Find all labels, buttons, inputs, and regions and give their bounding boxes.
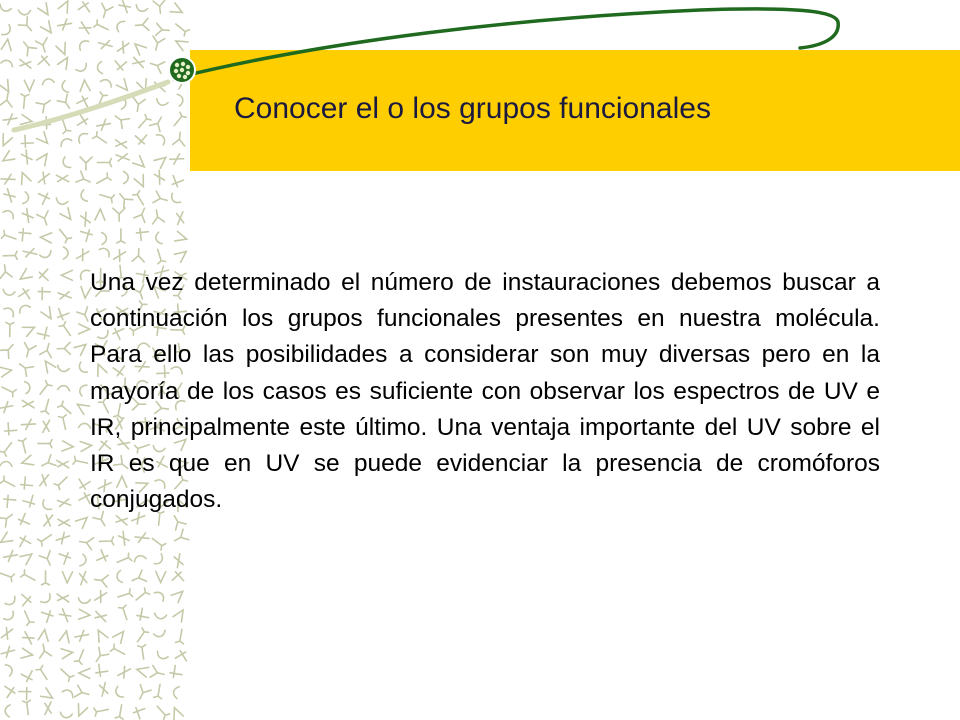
pattern-glyph (79, 536, 94, 550)
pattern-glyph (54, 456, 71, 472)
pattern-glyph (21, 570, 37, 584)
pattern-glyph (39, 608, 54, 623)
pattern-glyph (0, 476, 16, 490)
pattern-glyph (154, 684, 164, 699)
pattern-glyph (40, 512, 57, 529)
pattern-glyph (4, 422, 17, 435)
pattern-glyph (38, 418, 54, 435)
pattern-glyph (76, 570, 90, 587)
pattern-glyph (150, 209, 164, 224)
pattern-glyph (132, 248, 145, 262)
pattern-glyph (36, 666, 50, 682)
pattern-glyph (75, 685, 91, 700)
swoosh-line (175, 9, 838, 78)
pattern-glyph (21, 609, 34, 625)
pattern-glyph (133, 554, 146, 562)
pattern-glyph (0, 461, 12, 466)
pattern-glyph (154, 232, 162, 245)
pattern-glyph (37, 211, 53, 227)
pattern-glyph (0, 683, 17, 700)
pattern-glyph (21, 419, 36, 430)
pattern-glyph (25, 381, 31, 394)
swoosh-tail (14, 82, 168, 130)
pattern-glyph (60, 208, 75, 223)
pattern-glyph (58, 607, 73, 624)
pattern-glyph (0, 264, 12, 278)
pattern-glyph (171, 588, 186, 603)
pattern-glyph (78, 598, 91, 604)
body-paragraph: Una vez determinado el número de instauraciones debemos buscar a continuación los grupos funcionales presentes en nuestra molécula. Para ello las posibilidades a considerar son muy diversas pero en la mayoría de los casos es suficiente con observar los espectros de UV e IR, principalmente este último. Una ventaja importante del UV sobre el IR es que en UV se puede evidenciar la presencia de cromóforos conjugados. (90, 269, 880, 514)
pattern-glyph (17, 591, 34, 608)
pattern-glyph (0, 625, 16, 641)
pattern-glyph (62, 572, 72, 583)
pattern-glyph (173, 686, 180, 699)
pattern-glyph (37, 643, 51, 658)
pattern-glyph (130, 570, 147, 586)
pattern-glyph (78, 228, 93, 243)
pattern-glyph (36, 326, 50, 340)
pattern-glyph (111, 248, 128, 264)
pattern-glyph (16, 359, 34, 376)
pattern-glyph (154, 613, 167, 620)
pattern-glyph (154, 554, 165, 566)
pattern-glyph (54, 590, 71, 606)
pattern-glyph (170, 569, 187, 586)
slide-title: Conocer el o los grupos funcionales (234, 92, 711, 125)
pattern-glyph (22, 323, 36, 337)
pattern-glyph (61, 647, 73, 658)
pattern-glyph (118, 531, 130, 546)
pattern-glyph (4, 611, 16, 622)
pattern-glyph (99, 246, 111, 257)
pattern-glyph (38, 439, 52, 447)
pattern-glyph (20, 396, 37, 412)
pattern-glyph (40, 500, 51, 512)
pattern-glyph (170, 706, 183, 720)
pattern-glyph (94, 548, 110, 564)
pattern-glyph (39, 455, 56, 471)
pattern-glyph (175, 231, 188, 244)
pattern-glyph (56, 496, 72, 510)
pattern-glyph (55, 306, 71, 322)
pattern-glyph (79, 423, 91, 428)
pattern-glyph (80, 212, 91, 227)
pattern-glyph (154, 248, 166, 264)
pattern-glyph (0, 401, 14, 413)
pattern-glyph (110, 644, 126, 658)
pattern-glyph (172, 529, 189, 546)
pattern-glyph (74, 630, 90, 642)
pattern-glyph (55, 531, 71, 545)
pattern-glyph (21, 343, 36, 359)
pattern-glyph (114, 686, 124, 699)
pattern-glyph (23, 700, 33, 715)
pattern-glyph (0, 440, 15, 456)
pattern-glyph (91, 647, 108, 665)
pattern-glyph (173, 607, 187, 622)
pattern-glyph (57, 227, 72, 243)
pattern-glyph (16, 534, 32, 550)
pattern-glyph (117, 229, 125, 243)
pattern-glyph (36, 472, 53, 489)
pattern-glyph (41, 398, 53, 414)
pattern-glyph (94, 628, 108, 642)
pattern-glyph (6, 322, 14, 336)
pattern-glyph (79, 190, 87, 203)
pattern-glyph (155, 651, 168, 661)
pattern-glyph (115, 190, 133, 208)
pattern-glyph (95, 663, 109, 677)
pattern-glyph (3, 187, 17, 203)
pattern-glyph (21, 629, 36, 646)
pattern-glyph (22, 493, 37, 508)
pattern-glyph (0, 341, 17, 359)
pattern-glyph (58, 401, 74, 416)
pattern-glyph (0, 365, 12, 377)
pattern-glyph (3, 251, 17, 259)
pattern-glyph (116, 665, 133, 680)
pattern-glyph (61, 270, 72, 280)
pattern-glyph (78, 383, 87, 396)
pattern-glyph (40, 688, 55, 702)
pattern-glyph (154, 704, 169, 720)
pattern-glyph (134, 588, 150, 603)
pattern-glyph (2, 289, 15, 296)
pattern-glyph (172, 553, 184, 569)
pattern-glyph (3, 208, 16, 218)
pattern-glyph (54, 474, 70, 489)
pattern-glyph (0, 383, 16, 396)
pattern-glyph (154, 590, 166, 602)
pattern-glyph (169, 665, 183, 679)
pattern-glyph (136, 665, 149, 678)
pattern-glyph (20, 550, 35, 565)
pattern-glyph (94, 706, 109, 717)
pattern-glyph (0, 645, 16, 658)
pattern-glyph (74, 704, 88, 718)
pattern-glyph (41, 358, 56, 373)
pattern-glyph (173, 210, 188, 227)
pattern-glyph (39, 551, 55, 568)
pattern-glyph (4, 306, 16, 317)
pattern-glyph (62, 441, 74, 452)
pattern-glyph (102, 232, 107, 244)
pattern-glyph (40, 251, 53, 260)
pattern-glyph (176, 629, 186, 644)
pattern-glyph (41, 594, 53, 605)
pattern-glyph (135, 532, 150, 543)
pattern-glyph (23, 192, 30, 205)
pattern-glyph (21, 648, 33, 660)
pattern-glyph (38, 629, 49, 641)
pattern-glyph (57, 342, 70, 354)
pattern-glyph (18, 228, 31, 241)
pattern-glyph (56, 288, 73, 302)
pattern-glyph (59, 322, 74, 338)
pattern-glyph (150, 535, 166, 550)
pattern-glyph (92, 589, 109, 605)
pattern-glyph (0, 532, 13, 546)
pattern-glyph (115, 704, 125, 719)
pattern-glyph (1, 231, 17, 243)
pattern-glyph (74, 247, 91, 263)
pattern-glyph (60, 712, 73, 718)
pattern-glyph (94, 574, 108, 587)
pattern-glyph (116, 553, 132, 566)
pattern-glyph (20, 667, 36, 683)
pattern-glyph (40, 342, 55, 358)
pattern-glyph (134, 628, 148, 644)
pattern-glyph (99, 537, 113, 545)
pattern-glyph (40, 232, 52, 243)
pattern-glyph (77, 362, 87, 374)
dotted-ball-icon (169, 57, 195, 83)
pattern-glyph (119, 605, 131, 621)
pattern-glyph (117, 589, 133, 601)
pattern-glyph (62, 688, 75, 698)
pattern-glyph (35, 190, 51, 206)
pattern-glyph (42, 571, 50, 585)
pattern-glyph (17, 287, 34, 304)
pattern-glyph (40, 700, 55, 717)
pattern-glyph (97, 681, 110, 697)
pattern-glyph (5, 663, 14, 676)
pattern-glyph (22, 208, 34, 223)
pattern-glyph (58, 385, 70, 391)
pattern-glyph (64, 247, 69, 259)
pattern-glyph (0, 569, 14, 581)
pattern-glyph (113, 628, 128, 643)
pattern-glyph (136, 228, 149, 241)
pattern-glyph (169, 193, 181, 205)
pattern-glyph (18, 438, 29, 454)
pattern-glyph (95, 209, 105, 220)
pattern-glyph (133, 191, 147, 207)
pattern-glyph (20, 477, 33, 490)
pattern-glyph (5, 705, 10, 717)
pattern-glyph (37, 266, 54, 283)
pattern-glyph (0, 510, 16, 527)
pattern-glyph (18, 303, 31, 313)
pattern-glyph (22, 246, 38, 259)
pattern-glyph (99, 191, 115, 203)
pattern-glyph (38, 288, 50, 300)
pattern-glyph (20, 455, 33, 468)
pattern-glyph (156, 571, 166, 582)
pattern-glyph (59, 415, 70, 430)
pattern-glyph (5, 596, 17, 607)
pattern-glyph (17, 269, 32, 284)
pattern-glyph (173, 649, 189, 665)
pattern-glyph (79, 324, 90, 334)
pattern-glyph (78, 268, 90, 280)
pattern-glyph (132, 705, 147, 720)
pattern-glyph (116, 570, 122, 583)
pattern-glyph (41, 307, 55, 322)
pattern-glyph (3, 495, 16, 508)
pattern-glyph (134, 206, 150, 223)
pattern-glyph (134, 685, 151, 702)
pattern-glyph (150, 666, 165, 681)
pattern-glyph (17, 512, 33, 528)
pattern-glyph (174, 248, 189, 263)
pattern-glyph (37, 381, 52, 397)
pattern-glyph (113, 208, 125, 221)
pattern-glyph (80, 554, 87, 567)
pattern-glyph (58, 666, 74, 681)
pattern-glyph (138, 645, 148, 660)
pattern-glyph (55, 515, 72, 531)
pattern-glyph (57, 365, 70, 372)
pattern-glyph (78, 609, 90, 620)
pattern-glyph (92, 608, 109, 625)
pattern-glyph (55, 198, 68, 206)
pattern-glyph (76, 514, 91, 529)
pattern-glyph (73, 456, 88, 467)
pattern-glyph (74, 341, 89, 356)
pattern-glyph (56, 550, 71, 565)
pattern-glyph (74, 648, 87, 664)
pattern-glyph (19, 687, 31, 699)
pattern-glyph (59, 630, 71, 643)
pattern-glyph (153, 191, 169, 206)
pattern-glyph (38, 531, 54, 545)
pattern-glyph (154, 630, 167, 638)
pattern-glyph (136, 608, 150, 622)
pattern-glyph (75, 400, 90, 414)
pattern-glyph (3, 550, 19, 562)
pattern-glyph (79, 668, 90, 678)
